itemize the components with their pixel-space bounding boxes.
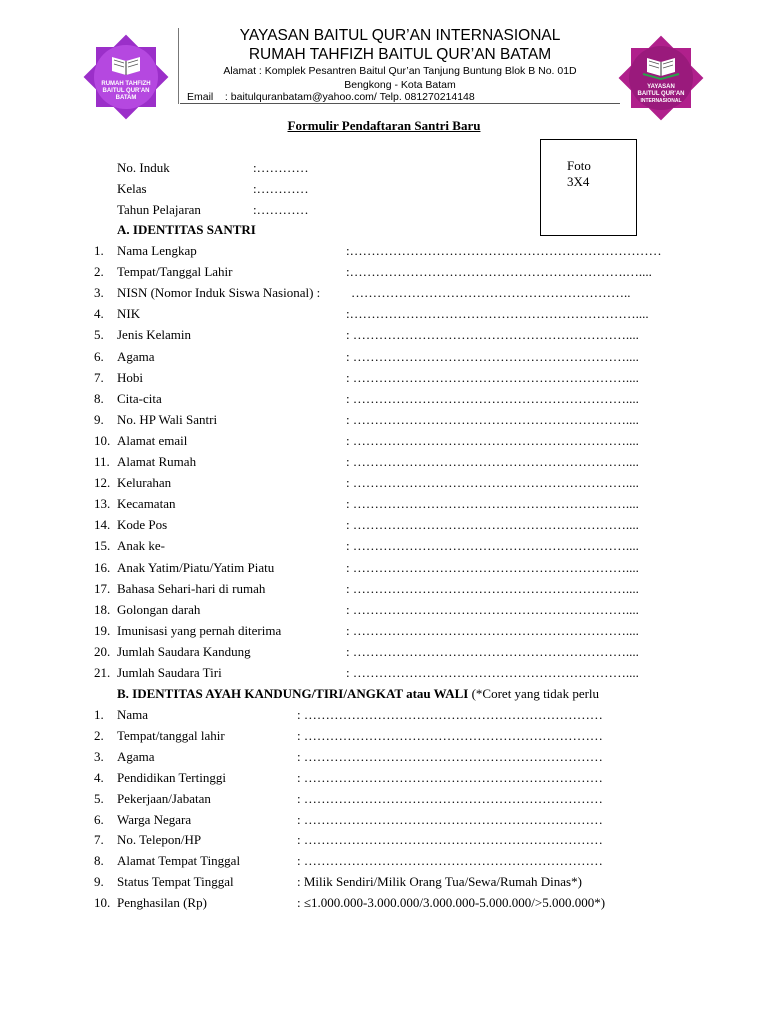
- field-value-blank[interactable]: : ………………………………………………………....: [346, 643, 639, 659]
- field-label: Kode Pos: [117, 517, 168, 533]
- field-value-blank[interactable]: : ……………………………………………………………: [297, 707, 603, 722]
- photo-box-label: Foto: [567, 158, 591, 173]
- field-number: 3.: [94, 285, 104, 301]
- field-label: Alamat Rumah: [117, 454, 197, 469]
- form-field-row: [0, 599, 768, 620]
- field-value-blank[interactable]: ………………………………………………………..: [351, 285, 631, 301]
- field-label: Tempat/tanggal lahir: [117, 727, 225, 743]
- field-value-blank[interactable]: : ……………………………………………………………: [297, 853, 603, 869]
- field-number: 5.: [94, 327, 104, 343]
- letterhead-contact: Email : baitulquranbatam@yahoo.com/ Telp. 081270214148: [187, 91, 475, 103]
- section-a-title: A. IDENTITAS SANTRI: [117, 222, 256, 237]
- field-label: Jumlah Saudara Kandung: [117, 643, 251, 659]
- form-field-row: [0, 388, 768, 409]
- field-number: 17.: [94, 580, 111, 596]
- field-number: 13.: [94, 496, 111, 512]
- form-field-row: [0, 324, 768, 345]
- admin-field-label: Kelas: [117, 181, 147, 196]
- header-divider-vertical: [178, 28, 179, 104]
- field-value-blank[interactable]: : ………………………………………………………....: [346, 517, 639, 533]
- logo-right-text3: INTERNASIONAL: [640, 98, 682, 104]
- logo-left-text1: RUMAH TAHFIZH: [101, 81, 151, 87]
- form-field-row: [0, 514, 768, 535]
- field-value-blank[interactable]: : ………………………………………………………....: [346, 538, 639, 554]
- form-field-row: [0, 662, 768, 683]
- form-field-row: [0, 430, 768, 451]
- field-number: 7.: [94, 832, 104, 848]
- field-label: Kelurahan: [117, 475, 172, 491]
- field-value-blank[interactable]: : ………………………………………………………....: [346, 390, 639, 406]
- field-number: 2.: [94, 727, 104, 743]
- field-label: Agama: [117, 348, 155, 364]
- form-field-row: [0, 535, 768, 556]
- field-value-blank[interactable]: : ………………………………………………………....: [346, 622, 639, 638]
- field-number: 1.: [94, 707, 104, 722]
- letterhead-school-name: RUMAH TAHFIZH BAITUL QUR’AN BATAM: [248, 46, 552, 63]
- form-field-row: [0, 282, 768, 303]
- form-field-row: [0, 809, 768, 830]
- field-number: 11.: [94, 454, 110, 469]
- form-field-row: [0, 557, 768, 578]
- form-field-row: [0, 829, 768, 850]
- field-number: 10.: [94, 895, 111, 911]
- field-label: Pendidikan Tertinggi: [117, 769, 226, 785]
- field-value-blank[interactable]: : ……………………………………………………………: [297, 769, 603, 785]
- form-field-row: [0, 409, 768, 430]
- field-number: 7.: [94, 369, 104, 385]
- logo-left-star: [78, 29, 174, 125]
- field-number: 14.: [94, 517, 111, 533]
- admin-field: [0, 157, 768, 178]
- logo-left-text3: BATAM: [115, 95, 137, 101]
- field-number: 12.: [94, 475, 111, 491]
- field-number: 5.: [94, 790, 104, 806]
- admin-field-label: No. Induk: [117, 160, 170, 175]
- field-label: Cita-cita: [117, 390, 162, 406]
- field-label: Bahasa Sehari-hari di rumah: [117, 580, 266, 596]
- admin-field: [0, 178, 768, 199]
- form-field-row: [0, 578, 768, 599]
- admin-field: [0, 199, 768, 220]
- form-field-row: [0, 767, 768, 788]
- form-title: Formulir Pendaftaran Santri Baru: [287, 118, 481, 133]
- field-number: 3.: [94, 748, 104, 764]
- admin-field-value[interactable]: :…………: [253, 160, 309, 175]
- field-number: 8.: [94, 853, 104, 869]
- field-number: 19.: [94, 622, 111, 638]
- field-label: Alamat email: [117, 432, 188, 448]
- form-field-row: [0, 493, 768, 514]
- field-number: 6.: [94, 348, 104, 364]
- form-field-row: [0, 472, 768, 493]
- section-b-title: B. IDENTITAS AYAH KANDUNG/TIRI/ANGKAT atau WALI: [117, 686, 469, 701]
- field-value-blank[interactable]: : ………………………………………………………....: [346, 411, 639, 427]
- field-number: 10.: [94, 432, 111, 448]
- field-number: 20.: [94, 643, 111, 659]
- field-number: 4.: [94, 306, 104, 322]
- field-value-blank[interactable]: : ……………………………………………………………: [297, 748, 603, 764]
- field-label: Anak ke-: [117, 538, 166, 554]
- field-number: 16.: [94, 559, 111, 575]
- form-field-row: [0, 261, 768, 282]
- form-field-row: [0, 346, 768, 367]
- field-value-blank[interactable]: : ………………………………………………………....: [346, 496, 639, 512]
- field-number: 18.: [94, 601, 111, 617]
- field-value-blank[interactable]: : ………………………………………………………....: [346, 348, 639, 364]
- field-number: 4.: [94, 769, 104, 785]
- logo-right-text2: BAITUL QUR'AN: [637, 91, 685, 97]
- field-label: Anak Yatim/Piatu/Yatim Piatu: [117, 559, 275, 575]
- logo-left-text2: BAITUL QUR'AN: [102, 88, 150, 94]
- field-number: 6.: [94, 811, 104, 827]
- admin-field-value[interactable]: :…………: [253, 202, 309, 217]
- field-label: Tempat/Tanggal Lahir: [117, 264, 233, 280]
- field-value-blank[interactable]: : ………………………………………………………....: [346, 327, 639, 343]
- field-label: No. Telepon/HP: [117, 832, 202, 848]
- field-value-blank[interactable]: : ……………………………………………………………: [297, 727, 603, 743]
- section-b-note: (*Coret yang tidak perlu: [468, 686, 600, 701]
- field-label: Nama: [117, 707, 149, 722]
- form-field-row: [0, 641, 768, 662]
- logo-right: [613, 30, 709, 126]
- field-value-blank[interactable]: :………………………………………………………………: [346, 243, 662, 258]
- form-field-row: [0, 240, 768, 261]
- field-value-blank[interactable]: : ………………………………………………………....: [346, 580, 639, 596]
- field-number: 9.: [94, 874, 104, 890]
- form-field-row: [0, 367, 768, 388]
- field-value-blank[interactable]: :…………………………………………………………....: [346, 306, 649, 322]
- field-label: Golongan darah: [117, 601, 201, 617]
- admin-field-label: Tahun Pelajaran: [117, 202, 201, 217]
- form-field-row: [0, 451, 768, 472]
- form-field-row: [0, 725, 768, 746]
- photo-box-size: 3X4: [567, 174, 590, 189]
- header-divider-horizontal: [180, 103, 620, 104]
- form-field-row: [0, 746, 768, 767]
- form-field-row: [0, 850, 768, 871]
- form-field-row: [0, 704, 768, 725]
- field-value-blank[interactable]: : ……………………………………………………………: [297, 790, 603, 806]
- field-label: No. HP Wali Santri: [117, 411, 218, 427]
- field-number: 1.: [94, 243, 104, 258]
- letterhead-address: Alamat : Komplek Pesantren Baitul Qur’an Tanjung Buntung Blok B No. 01D: [223, 65, 577, 77]
- field-label: Agama: [117, 748, 155, 764]
- field-value-blank[interactable]: : ………………………………………………………....: [346, 665, 639, 680]
- field-label: Penghasilan (Rp): [117, 895, 207, 911]
- form-field-row: [0, 620, 768, 641]
- letterhead-foundation-name: YAYASAN BAITUL QUR’AN INTERNASIONAL: [239, 27, 561, 44]
- field-value-blank[interactable]: : ………………………………………………………....: [346, 475, 639, 491]
- field-label: Alamat Tempat Tinggal: [117, 853, 241, 869]
- form-field-row: [0, 892, 768, 913]
- field-number: 8.: [94, 390, 104, 406]
- field-label: Nama Lengkap: [117, 243, 197, 258]
- field-number: 2.: [94, 264, 104, 280]
- field-value-blank[interactable]: : ………………………………………………………....: [346, 432, 639, 448]
- field-label: NIK: [117, 306, 141, 322]
- field-number: 15.: [94, 538, 111, 554]
- admin-field-value[interactable]: :…………: [253, 181, 309, 196]
- field-label: Status Tempat Tinggal: [117, 874, 234, 890]
- section-b-heading: [117, 683, 599, 704]
- field-value-blank[interactable]: : ≤1.000.000-3.000.000/3.000.000-5.000.000/>5.000.000*): [297, 895, 606, 911]
- field-value-blank[interactable]: : ………………………………………………………....: [346, 559, 639, 575]
- form-field-row: [0, 788, 768, 809]
- field-value-blank[interactable]: : ……………………………………………………………: [297, 832, 603, 848]
- field-number: 21.: [94, 665, 111, 680]
- field-value-blank[interactable]: : ………………………………………………………....: [346, 454, 639, 469]
- field-label: Kecamatan: [117, 496, 176, 512]
- logo-right-text1: YAYASAN: [647, 84, 675, 90]
- form-field-row: [0, 871, 768, 892]
- logo-left: [78, 29, 174, 125]
- letterhead: [180, 26, 620, 92]
- field-value-blank[interactable]: : Milik Sendiri/Milik Orang Tua/Sewa/Rumah Dinas*): [297, 874, 582, 890]
- logo-right-star: [613, 30, 709, 126]
- field-label: Jenis Kelamin: [117, 327, 192, 343]
- field-label: Pekerjaan/Jabatan: [117, 790, 211, 806]
- field-value-blank[interactable]: : ………………………………………………………....: [346, 601, 639, 617]
- field-value-blank[interactable]: :……………………………………………………….…....: [346, 264, 652, 280]
- field-value-blank[interactable]: : ……………………………………………………………: [297, 811, 603, 827]
- field-label: Warga Negara: [117, 811, 192, 827]
- field-number: 9.: [94, 411, 104, 427]
- field-label: NISN (Nomor Induk Siswa Nasional) :: [117, 285, 321, 301]
- letterhead-city: Bengkong - Kota Batam: [344, 79, 456, 91]
- field-label: Jumlah Saudara Tiri: [117, 665, 222, 680]
- field-value-blank[interactable]: : ………………………………………………………....: [346, 369, 639, 385]
- field-label: Hobi: [117, 369, 143, 385]
- field-label: Imunisasi yang pernah diterima: [117, 622, 282, 638]
- form-field-row: [0, 303, 768, 324]
